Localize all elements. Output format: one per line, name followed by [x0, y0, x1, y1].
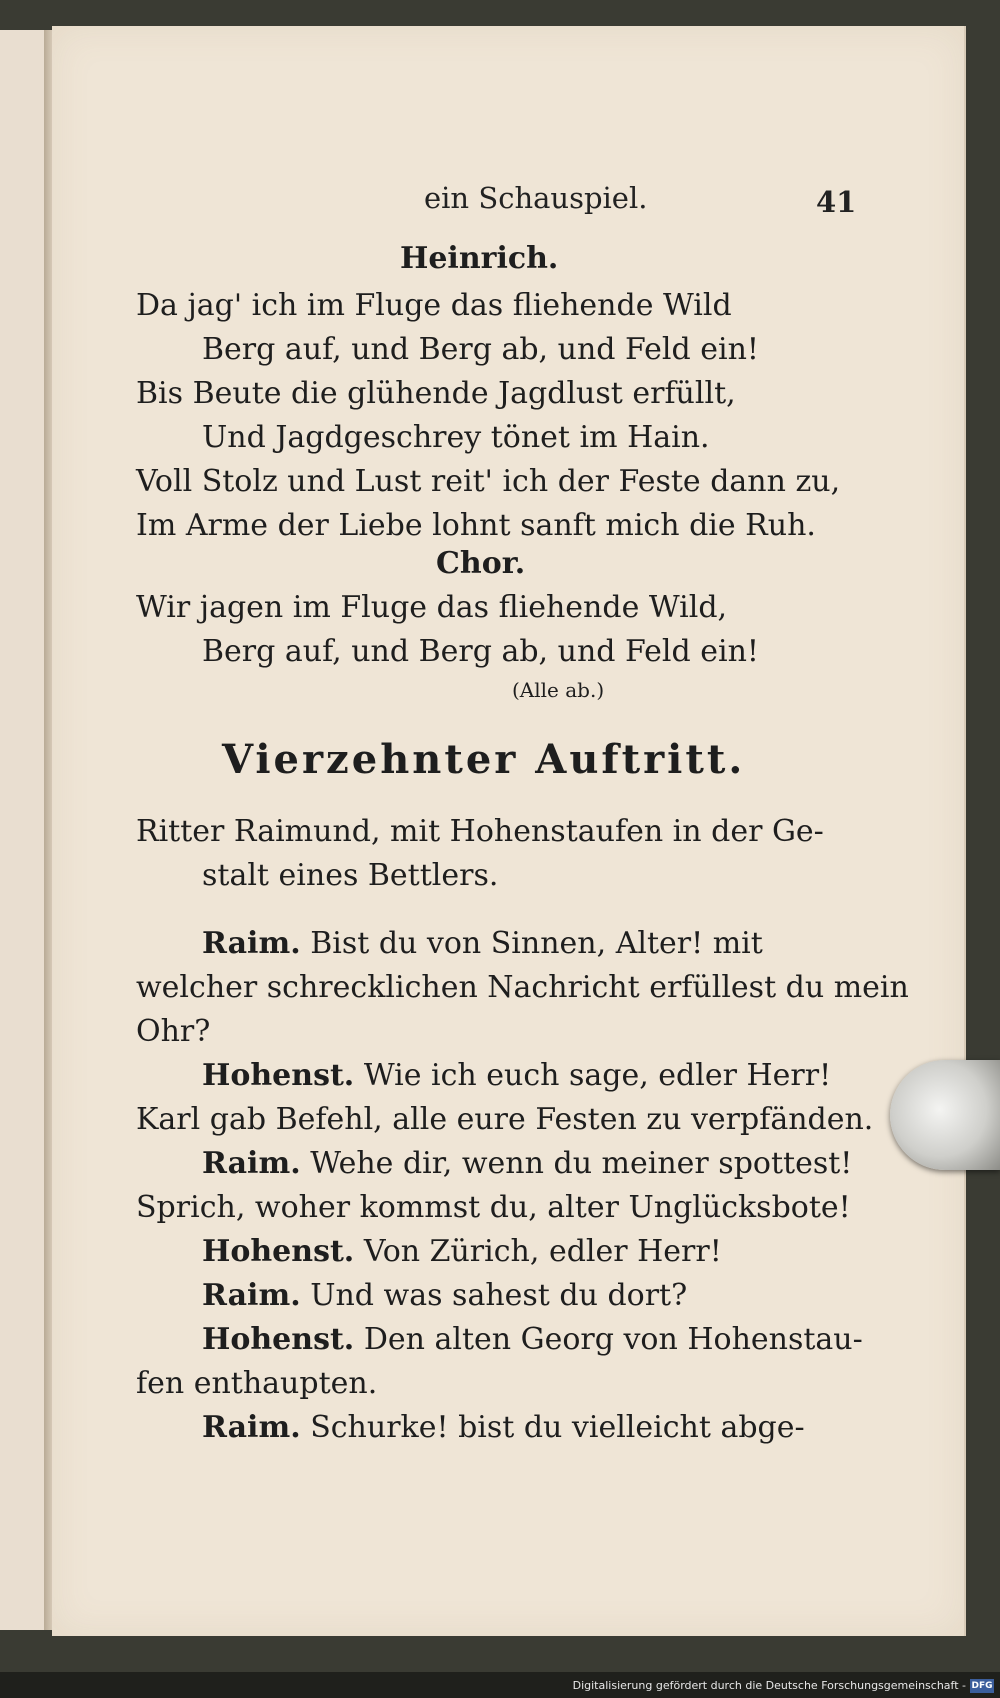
speaker-chor: Chor.: [436, 546, 526, 581]
dialogue-text: Und was sahest du dort?: [310, 1278, 688, 1313]
speaker-label: Raim.: [202, 1146, 301, 1181]
dialogue-line: [202, 1410, 805, 1445]
verse-line: Da jag' ich im Fluge das fliehende Wild: [136, 288, 732, 323]
verse-line: Voll Stolz und Lust reit' ich der Feste dann zu,: [136, 464, 841, 499]
book-page: [52, 26, 966, 1636]
dialogue-line: [202, 926, 763, 961]
verse-line: Im Arme der Liebe lohnt sanft mich die Ruh.: [136, 508, 816, 543]
footer-credit: Digitalisierung gefördert durch die Deutsche Forschungsgemeinschaft -: [572, 1679, 966, 1692]
dialogue-text: Sprich, woher kommst du, alter Unglücksbote!: [136, 1190, 851, 1225]
dialogue-line: [136, 1190, 851, 1225]
speaker-label: Raim.: [202, 1278, 301, 1313]
footer-bar: [0, 1672, 1000, 1698]
verse-line: Und Jagdgeschrey tönet im Hain.: [202, 420, 710, 455]
dfg-logo: DFG: [971, 1681, 993, 1691]
dialogue-text: Karl gab Befehl, alle eure Festen zu verpfänden.: [136, 1102, 874, 1137]
scene-heading: Vierzehnter Auftritt.: [222, 736, 746, 783]
verse-line: Wir jagen im Fluge das fliehende Wild,: [136, 590, 728, 625]
dialogue-text: Ohr?: [136, 1014, 211, 1049]
dialogue-text: Bist du von Sinnen, Alter! mit: [310, 926, 763, 961]
dialogue-line: [202, 1146, 852, 1181]
dialogue-text: welcher schrecklichen Nachricht erfüllest du mein: [136, 970, 909, 1005]
verse-line: Berg auf, und Berg ab, und Feld ein!: [202, 332, 759, 367]
dialogue-text: Wehe dir, wenn du meiner spottest!: [310, 1146, 853, 1181]
speaker-heinrich: Heinrich.: [400, 241, 559, 276]
dialogue-line: [202, 1278, 687, 1313]
cast-line: stalt eines Bettlers.: [202, 858, 499, 893]
speaker-label: Hohenst.: [202, 1322, 355, 1357]
running-head: ein Schauspiel.: [424, 181, 648, 215]
dialogue-text: Den alten Georg von Hohenstau-: [363, 1322, 863, 1357]
dialogue-text: fen enthaupten.: [136, 1366, 378, 1401]
speaker-label: Raim.: [202, 926, 301, 961]
page-number: 41: [816, 185, 857, 219]
stage-direction: (Alle ab.): [512, 678, 605, 702]
cast-line: Ritter Raimund, mit Hohenstaufen in der Ge-: [136, 814, 824, 849]
speaker-label: Hohenst.: [202, 1058, 355, 1093]
dialogue-text: Wie ich euch sage, edler Herr!: [363, 1058, 832, 1093]
speaker-label: Hohenst.: [202, 1234, 355, 1269]
dialogue-line: [136, 1102, 873, 1137]
dialogue-line: [202, 1322, 863, 1357]
dialogue-text: Von Zürich, edler Herr!: [363, 1234, 722, 1269]
dialogue-text: Schurke! bist du vielleicht abge-: [310, 1410, 805, 1445]
dialogue-line: [136, 1366, 377, 1401]
page-header: [52, 181, 964, 221]
speaker-label: Raim.: [202, 1410, 301, 1445]
dialogue-line: [136, 970, 909, 1005]
verse-line: Berg auf, und Berg ab, und Feld ein!: [202, 634, 759, 669]
dialogue-line: [136, 1014, 210, 1049]
page-clip: [890, 1060, 1000, 1170]
dialogue-line: [202, 1234, 722, 1269]
verse-line: Bis Beute die glühende Jagdlust erfüllt,: [136, 376, 736, 411]
dialogue-line: [202, 1058, 831, 1093]
